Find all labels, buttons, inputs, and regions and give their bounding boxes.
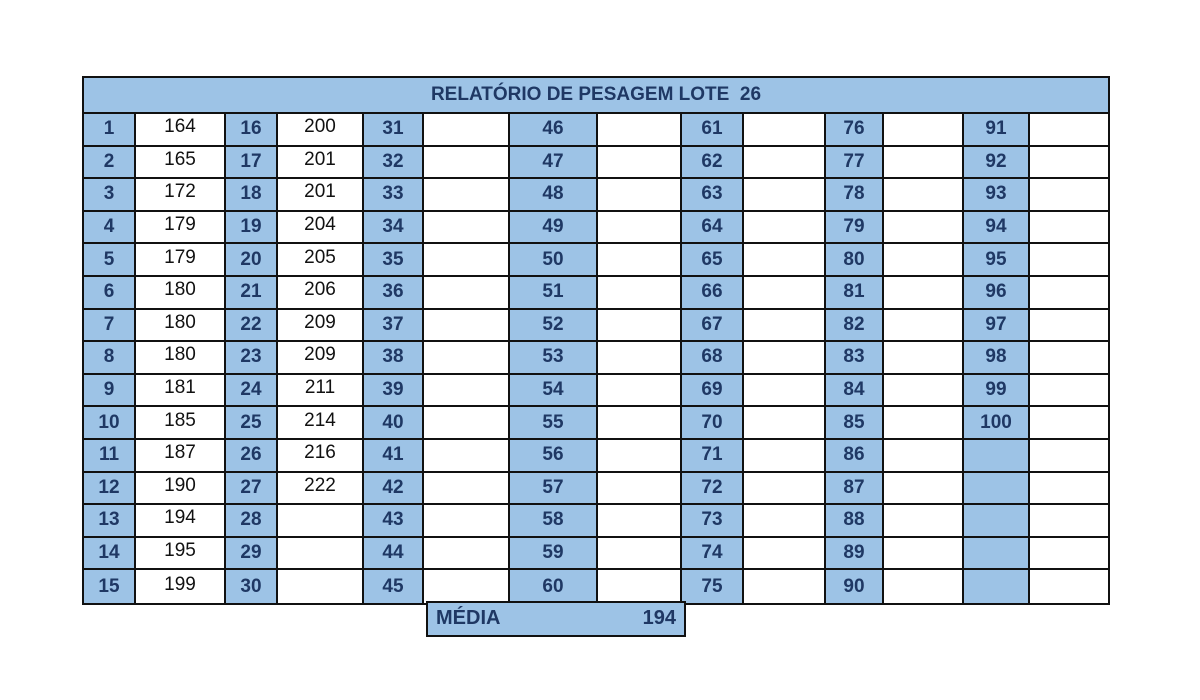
entry-number: 23 (226, 342, 278, 375)
entry-number: 78 (826, 179, 884, 212)
weight-value (278, 538, 364, 571)
weight-value (598, 538, 682, 571)
weight-value (1030, 179, 1108, 212)
weight-value: 179 (136, 244, 226, 277)
weight-value (744, 440, 826, 473)
weight-value (744, 310, 826, 343)
entry-number: 54 (510, 375, 598, 408)
entry-number: 82 (826, 310, 884, 343)
entry-number: 68 (682, 342, 744, 375)
entry-number: 1 (84, 114, 136, 147)
weight-value (424, 244, 510, 277)
entry-number: 57 (510, 473, 598, 506)
weight-value (598, 212, 682, 245)
weight-value (744, 244, 826, 277)
entry-number: 20 (226, 244, 278, 277)
weight-value (1030, 244, 1108, 277)
entry-number: 47 (510, 147, 598, 180)
weight-value (884, 114, 964, 147)
weight-value (1030, 212, 1108, 245)
weight-value: 195 (136, 538, 226, 571)
entry-number (964, 570, 1030, 603)
weight-value (278, 505, 364, 538)
weight-value (424, 407, 510, 440)
entry-number: 86 (826, 440, 884, 473)
entry-number (964, 440, 1030, 473)
entry-number: 66 (682, 277, 744, 310)
entry-number: 50 (510, 244, 598, 277)
weight-value: 206 (278, 277, 364, 310)
weight-value: 209 (278, 342, 364, 375)
entry-number: 5 (84, 244, 136, 277)
entry-number: 27 (226, 473, 278, 506)
entry-number: 17 (226, 147, 278, 180)
weight-value (744, 342, 826, 375)
weight-value (884, 570, 964, 603)
entry-number: 19 (226, 212, 278, 245)
entry-number: 95 (964, 244, 1030, 277)
weight-value (884, 212, 964, 245)
entry-number: 87 (826, 473, 884, 506)
entry-number: 3 (84, 179, 136, 212)
weight-value (744, 114, 826, 147)
weighing-grid (84, 114, 1108, 603)
entry-number: 4 (84, 212, 136, 245)
weight-value (424, 342, 510, 375)
entry-number: 93 (964, 179, 1030, 212)
entry-number: 9 (84, 375, 136, 408)
entry-number: 26 (226, 440, 278, 473)
entry-number: 29 (226, 538, 278, 571)
entry-number: 39 (364, 375, 424, 408)
weight-value: 181 (136, 375, 226, 408)
entry-number (964, 505, 1030, 538)
entry-number: 21 (226, 277, 278, 310)
entry-number: 18 (226, 179, 278, 212)
entry-number: 84 (826, 375, 884, 408)
weight-value (424, 179, 510, 212)
entry-number: 43 (364, 505, 424, 538)
weight-value (424, 375, 510, 408)
entry-number: 55 (510, 407, 598, 440)
entry-number: 98 (964, 342, 1030, 375)
weight-value (1030, 473, 1108, 506)
entry-number: 77 (826, 147, 884, 180)
entry-number: 36 (364, 277, 424, 310)
entry-number: 67 (682, 310, 744, 343)
weight-value (744, 277, 826, 310)
weight-value (598, 473, 682, 506)
entry-number: 32 (364, 147, 424, 180)
weight-value (424, 212, 510, 245)
weight-value (598, 375, 682, 408)
entry-number: 70 (682, 407, 744, 440)
weight-value (884, 375, 964, 408)
entry-number: 22 (226, 310, 278, 343)
weight-value (1030, 342, 1108, 375)
entry-number: 99 (964, 375, 1030, 408)
weight-value (424, 114, 510, 147)
weight-value (598, 179, 682, 212)
weight-value (744, 147, 826, 180)
weight-value (424, 440, 510, 473)
entry-number: 63 (682, 179, 744, 212)
weight-value (744, 505, 826, 538)
entry-number: 100 (964, 407, 1030, 440)
weight-value (884, 179, 964, 212)
weight-value: 194 (136, 505, 226, 538)
entry-number: 46 (510, 114, 598, 147)
entry-number: 59 (510, 538, 598, 571)
weight-value: 222 (278, 473, 364, 506)
entry-number: 83 (826, 342, 884, 375)
weight-value (884, 342, 964, 375)
weight-value (744, 375, 826, 408)
entry-number: 12 (84, 473, 136, 506)
weight-value: 216 (278, 440, 364, 473)
entry-number: 41 (364, 440, 424, 473)
entry-number: 62 (682, 147, 744, 180)
weight-value (744, 212, 826, 245)
entry-number: 53 (510, 342, 598, 375)
entry-number: 60 (510, 570, 598, 603)
weight-value: 201 (278, 147, 364, 180)
weight-value: 211 (278, 375, 364, 408)
weight-value: 209 (278, 310, 364, 343)
weight-value (598, 244, 682, 277)
weight-value (598, 440, 682, 473)
entry-number: 11 (84, 440, 136, 473)
entry-number: 94 (964, 212, 1030, 245)
weight-value: 179 (136, 212, 226, 245)
weight-value (424, 538, 510, 571)
weight-value (884, 147, 964, 180)
weight-value: 205 (278, 244, 364, 277)
average-box (426, 601, 686, 637)
weight-value (1030, 570, 1108, 603)
entry-number: 48 (510, 179, 598, 212)
weight-value (884, 505, 964, 538)
entry-number: 79 (826, 212, 884, 245)
entry-number: 71 (682, 440, 744, 473)
weight-value (424, 310, 510, 343)
entry-number: 74 (682, 538, 744, 571)
weight-value: 214 (278, 407, 364, 440)
weight-value (424, 277, 510, 310)
entry-number: 80 (826, 244, 884, 277)
entry-number: 16 (226, 114, 278, 147)
entry-number: 2 (84, 147, 136, 180)
weight-value: 180 (136, 342, 226, 375)
entry-number: 34 (364, 212, 424, 245)
entry-number: 44 (364, 538, 424, 571)
entry-number: 51 (510, 277, 598, 310)
entry-number: 91 (964, 114, 1030, 147)
entry-number: 8 (84, 342, 136, 375)
entry-number: 42 (364, 473, 424, 506)
weight-value (598, 570, 682, 603)
entry-number: 61 (682, 114, 744, 147)
weight-value (598, 147, 682, 180)
entry-number: 64 (682, 212, 744, 245)
weight-value (884, 310, 964, 343)
entry-number: 56 (510, 440, 598, 473)
weight-value (744, 473, 826, 506)
entry-number: 88 (826, 505, 884, 538)
entry-number (964, 538, 1030, 571)
weight-value (884, 244, 964, 277)
weight-value (1030, 114, 1108, 147)
weight-value (744, 538, 826, 571)
weight-value: 180 (136, 310, 226, 343)
entry-number: 97 (964, 310, 1030, 343)
entry-number: 90 (826, 570, 884, 603)
entry-number: 6 (84, 277, 136, 310)
weight-value: 199 (136, 570, 226, 603)
entry-number: 92 (964, 147, 1030, 180)
weight-value (424, 505, 510, 538)
weight-value (744, 570, 826, 603)
weight-value (884, 473, 964, 506)
entry-number: 58 (510, 505, 598, 538)
weight-value (1030, 505, 1108, 538)
entry-number: 38 (364, 342, 424, 375)
weight-value (598, 342, 682, 375)
entry-number: 25 (226, 407, 278, 440)
weight-value: 190 (136, 473, 226, 506)
entry-number: 96 (964, 277, 1030, 310)
weight-value (1030, 375, 1108, 408)
entry-number: 65 (682, 244, 744, 277)
weight-value (598, 277, 682, 310)
weight-value (424, 147, 510, 180)
entry-number: 85 (826, 407, 884, 440)
entry-number: 33 (364, 179, 424, 212)
weight-value (598, 310, 682, 343)
entry-number: 7 (84, 310, 136, 343)
weight-value: 200 (278, 114, 364, 147)
weight-value: 204 (278, 212, 364, 245)
weight-value (424, 473, 510, 506)
weight-value (744, 179, 826, 212)
weight-value (884, 407, 964, 440)
entry-number: 24 (226, 375, 278, 408)
weight-value (598, 407, 682, 440)
weight-value (884, 440, 964, 473)
weight-value: 165 (136, 147, 226, 180)
entry-number: 81 (826, 277, 884, 310)
entry-number (964, 473, 1030, 506)
weight-value: 172 (136, 179, 226, 212)
weight-value (1030, 440, 1108, 473)
entry-number: 89 (826, 538, 884, 571)
entry-number: 45 (364, 570, 424, 603)
weight-value (1030, 310, 1108, 343)
entry-number: 73 (682, 505, 744, 538)
average-label: MÉDIA (436, 606, 501, 629)
average-value: 194 (642, 606, 676, 629)
weight-value: 187 (136, 440, 226, 473)
entry-number: 28 (226, 505, 278, 538)
entry-number: 10 (84, 407, 136, 440)
entry-number: 40 (364, 407, 424, 440)
entry-number: 75 (682, 570, 744, 603)
weight-value (278, 570, 364, 603)
entry-number: 14 (84, 538, 136, 571)
entry-number: 72 (682, 473, 744, 506)
weight-value (1030, 538, 1108, 571)
entry-number: 13 (84, 505, 136, 538)
weight-value (1030, 147, 1108, 180)
weight-value: 185 (136, 407, 226, 440)
entry-number: 30 (226, 570, 278, 603)
weighing-report-table (82, 76, 1110, 605)
weight-value (744, 407, 826, 440)
weight-value (598, 505, 682, 538)
weight-value: 164 (136, 114, 226, 147)
entry-number: 49 (510, 212, 598, 245)
entry-number: 69 (682, 375, 744, 408)
weight-value (598, 114, 682, 147)
weight-value (884, 538, 964, 571)
weight-value (1030, 277, 1108, 310)
weight-value (424, 570, 510, 603)
entry-number: 15 (84, 570, 136, 603)
weight-value (1030, 407, 1108, 440)
weight-value: 180 (136, 277, 226, 310)
weight-value: 201 (278, 179, 364, 212)
entry-number: 31 (364, 114, 424, 147)
weight-value (884, 277, 964, 310)
entry-number: 35 (364, 244, 424, 277)
report-title: RELATÓRIO DE PESAGEM LOTE 26 (84, 78, 1108, 114)
entry-number: 37 (364, 310, 424, 343)
entry-number: 52 (510, 310, 598, 343)
entry-number: 76 (826, 114, 884, 147)
